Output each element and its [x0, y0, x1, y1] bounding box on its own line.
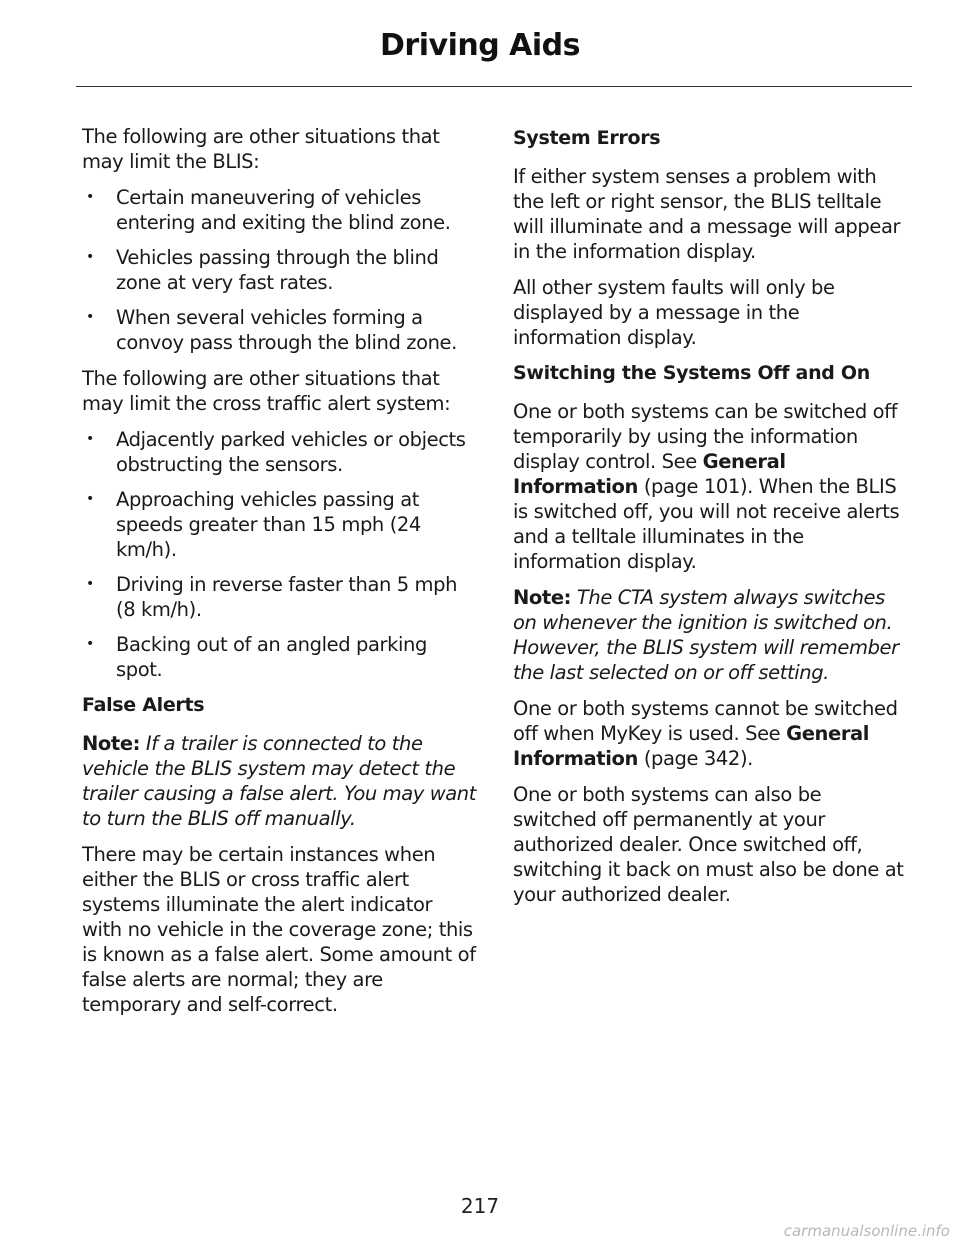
page-reference: (page 101). — [643, 475, 753, 498]
page-title: Driving Aids — [380, 28, 580, 63]
switching-text-continued: When the BLIS is switched off, you will not receive alerts and a telltale illuminates in the information display. — [513, 475, 900, 573]
list-item: • Certain maneuvering of vehicles entering and exiting the blind zone. — [82, 185, 476, 235]
note-text: The CTA system always switches on whenever the ignition is switched on. However, the BLIS system will remember the last selected on or off setting. — [513, 586, 899, 684]
list-item: • Vehicles passing through the blind zone at very fast rates. — [82, 245, 476, 295]
switching-note — [513, 585, 909, 685]
false-alerts-note — [82, 731, 476, 831]
page-reference: (page 342). — [643, 747, 753, 770]
system-errors-heading: System Errors — [513, 127, 661, 149]
system-errors-paragraph: If either system senses a problem with the left or right sensor, the BLIS telltale will illuminate and a message will appear in the information display. — [513, 165, 901, 263]
blis-limitations-list — [82, 185, 476, 355]
cta-limitations-list — [82, 427, 476, 682]
switching-paragraph — [513, 399, 909, 574]
watermark: carmanualsonline.info — [783, 1222, 950, 1240]
permanent-switch-paragraph: One or both systems can also be switched off permanently at your authorized dealer. Once switched off, switching it back on must also be done at your authorized dealer. — [513, 783, 904, 906]
list-item: • Adjacently parked vehicles or objects obstructing the sensors. — [82, 427, 476, 477]
list-item: • Backing out of an angled parking spot. — [82, 632, 476, 682]
note-text: If a trailer is connected to the vehicle the BLIS system may detect the trailer causing a false alert. You may want to turn the BLIS off manually. — [82, 732, 477, 830]
note-label: Note: — [82, 732, 141, 755]
title-divider — [76, 86, 912, 87]
switching-heading: Switching the Systems Off and On — [513, 362, 870, 384]
note-label: Note: — [513, 586, 572, 609]
false-alerts-body: There may be certain instances when either the BLIS or cross traffic alert systems illuminate the alert indicator with no vehicle in the coverage zone; this is known as a false alert. Some amount of false alerts are normal; they are temporary and self-correct. — [82, 843, 476, 1016]
mykey-paragraph — [513, 696, 909, 771]
left-column — [82, 124, 476, 1028]
list-item: • When several vehicles forming a convoy pass through the blind zone. — [82, 305, 476, 355]
general-information-link[interactable]: General Information — [513, 450, 786, 498]
system-faults-paragraph: All other system faults will only be displayed by a message in the information display. — [513, 276, 835, 349]
list-item: • Approaching vehicles passing at speeds greater than 15 mph (24 km/h). — [82, 487, 476, 562]
blis-intro: The following are other situations that may limit the BLIS: — [82, 125, 440, 173]
cta-intro: The following are other situations that may limit the cross traffic alert system: — [82, 367, 451, 415]
list-item: • Driving in reverse faster than 5 mph (8 km/h). — [82, 572, 476, 622]
false-alerts-heading: False Alerts — [82, 694, 205, 716]
mykey-text: One or both systems cannot be switched off when MyKey is used. See — [513, 697, 898, 745]
switching-text: One or both systems can be switched off temporarily by using the information display control. See — [513, 400, 898, 473]
right-column — [513, 124, 909, 918]
page-number: 217 — [460, 1194, 500, 1218]
general-information-link[interactable]: General Information — [513, 722, 870, 770]
